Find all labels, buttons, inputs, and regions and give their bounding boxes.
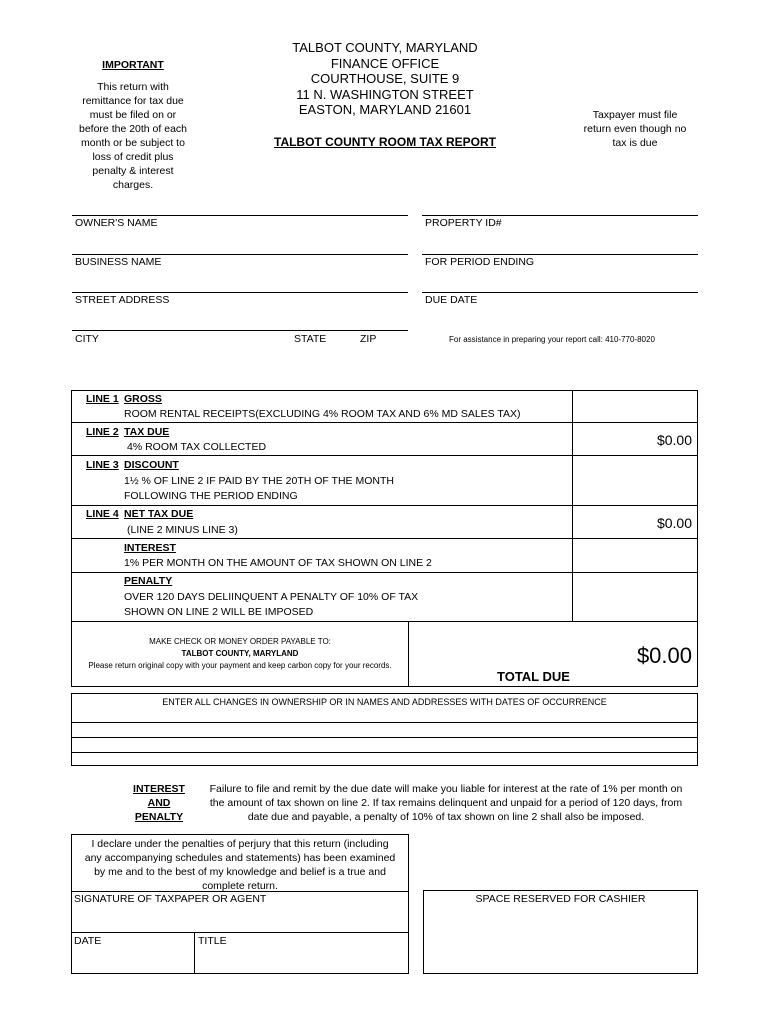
important-title: IMPORTANT <box>102 59 164 71</box>
date-divider <box>71 932 409 933</box>
business-name-field[interactable]: BUSINESS NAME <box>75 256 162 268</box>
date-field[interactable]: DATE <box>74 935 102 947</box>
line4-text: (LINE 2 MINUS LINE 3) <box>127 524 238 536</box>
city-field[interactable]: CITY <box>75 333 99 345</box>
street-address-line <box>72 292 408 293</box>
row-divider <box>71 422 698 423</box>
line4-number: LINE 4 <box>86 508 119 520</box>
line3-text: 1½ % OF LINE 2 IF PAID BY THE 20TH OF THE MONTH <box>124 475 394 487</box>
payable-line: MAKE CHECK OR MONEY ORDER PAYABLE TO: <box>149 637 331 646</box>
important-line: remittance for tax due <box>82 95 184 107</box>
important-notice <box>68 58 198 192</box>
interest-penalty-text <box>194 782 698 824</box>
office-address <box>250 40 520 118</box>
state-field[interactable]: STATE <box>294 333 327 345</box>
assistance-note: For assistance in preparing your report call: 410-770-8020 <box>449 335 655 344</box>
period-ending-line <box>422 254 698 255</box>
due-date-line <box>422 292 698 293</box>
payable-line: Please return original copy with your payment and keep carbon copy for your records. <box>88 661 392 670</box>
line1-heading: GROSS <box>124 393 162 405</box>
ip-label-line: INTEREST <box>133 783 185 795</box>
penalty-text: OVER 120 DAYS DELIINQUENT A PENALTY OF 10% OF TAX <box>124 591 419 603</box>
ip-label-line: PENALTY <box>134 811 184 823</box>
note-line: tax is due <box>612 137 658 149</box>
owner-name-line <box>72 215 408 216</box>
important-line: loss of credit plus <box>92 151 174 163</box>
interest-amount-field[interactable] <box>573 539 697 572</box>
line3-text: FOLLOWING THE PERIOD ENDING <box>124 490 298 502</box>
important-line: charges. <box>112 179 154 191</box>
changes-line[interactable] <box>71 752 698 753</box>
interest-penalty-label <box>120 782 198 824</box>
ip-text-line: the amount of tax shown on line 2. If tax remains delinquent and unpaid for a period of 120 days, from <box>209 797 683 809</box>
declaration-line: any accompanying schedules and statements) has been examined <box>84 852 396 864</box>
ip-text-line: date due and payable, a penalty of 10% of tax shown on line 2 shall also be imposed. <box>247 811 645 823</box>
line2-text: 4% ROOM TAX COLLECTED <box>127 441 267 453</box>
ip-label-line: AND <box>147 797 171 809</box>
note-line: return even though no <box>583 123 687 135</box>
important-line: This return with <box>97 81 169 93</box>
declaration-line: I declare under the penalties of perjury that this return (including <box>91 838 389 850</box>
city-line <box>72 330 408 331</box>
title-field[interactable]: TITLE <box>198 935 227 947</box>
important-line: penalty & interest <box>92 165 174 177</box>
payable-instructions <box>72 636 408 672</box>
penalty-text: SHOWN ON LINE 2 WILL BE IMPOSED <box>124 606 314 618</box>
total-due-label: TOTAL DUE <box>497 669 570 684</box>
line4-amount[interactable]: $0.00 <box>656 515 692 531</box>
address-line: TALBOT COUNTY, MARYLAND <box>292 40 478 55</box>
declaration-line: by me and to the best of my knowledge and belief is a true and <box>94 866 386 878</box>
zip-field[interactable]: ZIP <box>360 333 377 345</box>
report-title: TALBOT COUNTY ROOM TAX REPORT <box>274 135 496 149</box>
important-line: must be filed on or <box>89 109 177 121</box>
cashier-label: SPACE RESERVED FOR CASHIER <box>475 893 646 905</box>
property-id-field[interactable]: PROPERTY ID# <box>425 217 502 229</box>
signature-divider <box>71 891 409 892</box>
date-title-divider <box>194 932 195 974</box>
line3-number: LINE 3 <box>86 459 119 471</box>
line3-heading: DISCOUNT <box>124 459 179 471</box>
address-line: COURTHOUSE, SUITE 9 <box>310 71 460 86</box>
line2-heading: TAX DUE <box>124 426 170 438</box>
address-line: FINANCE OFFICE <box>330 55 440 71</box>
line1-number: LINE 1 <box>86 393 119 405</box>
property-id-line <box>422 215 698 216</box>
payable-line: TALBOT COUNTY, MARYLAND <box>181 649 299 658</box>
interest-heading: INTEREST <box>124 542 176 554</box>
important-line: before the 20th of each <box>79 123 187 135</box>
declaration-line: complete return. <box>202 880 278 892</box>
address-line: EASTON, MARYLAND 21601 <box>298 102 472 117</box>
line2-number: LINE 2 <box>86 426 119 438</box>
street-address-field[interactable]: STREET ADDRESS <box>75 294 170 306</box>
changes-line[interactable] <box>71 722 698 723</box>
penalty-amount-field[interactable] <box>573 573 697 621</box>
important-line: month or be subject to <box>81 137 185 149</box>
signature-field[interactable]: SIGNATURE OF TAXPAPER OR AGENT <box>74 893 267 905</box>
interest-text: 1% PER MONTH ON THE AMOUNT OF TAX SHOWN ON LINE 2 <box>124 557 432 569</box>
line1-amount-field[interactable] <box>573 391 697 422</box>
ip-text-line: Failure to file and remit by the due date will make you liable for interest at the rate of 1% per month on <box>209 783 683 795</box>
note-line: Taxpayer must file <box>592 109 678 121</box>
changes-label: ENTER ALL CHANGES IN OWNERSHIP OR IN NAMES AND ADDRESSES WITH DATES OF OCCURRENCE <box>162 697 607 707</box>
business-name-line <box>72 254 408 255</box>
total-divider <box>408 621 409 687</box>
penalty-heading: PENALTY <box>124 575 173 587</box>
period-ending-field[interactable]: FOR PERIOD ENDING <box>425 256 535 268</box>
taxpayer-note <box>570 108 700 150</box>
declaration-text <box>72 837 408 893</box>
line4-heading: NET TAX DUE <box>124 508 194 520</box>
due-date-field[interactable]: DUE DATE <box>425 294 478 306</box>
total-due-amount[interactable]: $0.00 <box>636 643 692 668</box>
row-divider <box>71 621 698 622</box>
owner-name-field[interactable]: OWNER'S NAME <box>75 217 158 229</box>
address-line: 11 N. WASHINGTON STREET <box>296 86 474 102</box>
line3-amount-field[interactable] <box>573 456 697 505</box>
line1-text: ROOM RENTAL RECEIPTS(EXCLUDING 4% ROOM TAX AND 6% MD SALES TAX) <box>124 408 521 420</box>
line2-amount[interactable]: $0.00 <box>656 432 692 448</box>
changes-line[interactable] <box>71 737 698 738</box>
row-divider <box>71 505 698 506</box>
